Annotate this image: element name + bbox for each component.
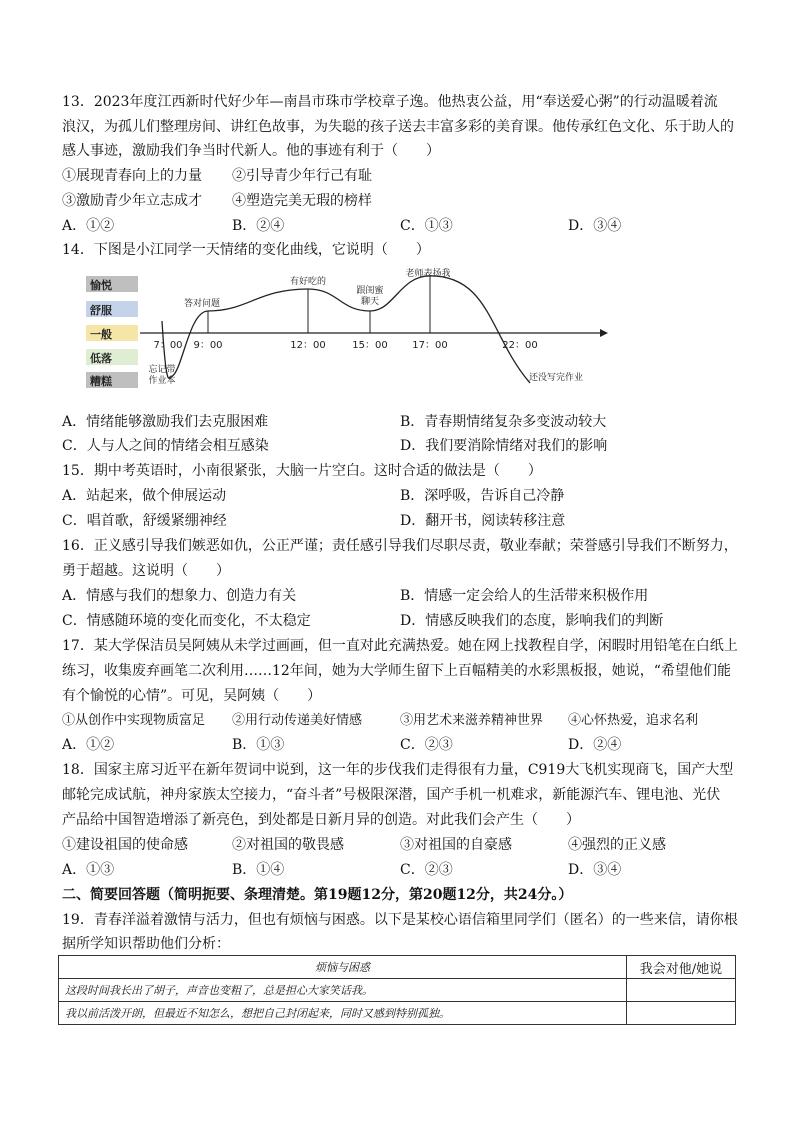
q13-choice-b: B．②④ xyxy=(232,218,285,234)
q13-stem-line1: 13．2023年度江西新时代好少年—南昌市珠市学校章子逸。他热衷公益，用“奉送爱心粥”的行动温暖着流 xyxy=(62,94,718,110)
q18-stem-line2: 邮轮完成试航，神舟家族太空接力，“奋斗者”号极限深潜，国产手机一机难求，新能源汽车、锂电池、光伏 xyxy=(62,787,721,803)
q16-choice-b: B．情感一定会给人的生活带来积极作用 xyxy=(400,588,649,604)
q17-item-1: ①从创作中实现物质富足 xyxy=(62,713,206,728)
event-label: 老师表扬我 xyxy=(405,269,451,279)
table-cell-concern: 我以前活泼开朗，但最近不知怎么，想把自己封闭起来，同时又感到特别孤独。 xyxy=(59,1002,627,1025)
q13-item-2: ②引导青少年行己有耻 xyxy=(232,168,372,184)
q13-item-1: ①展现青春向上的力量 xyxy=(62,168,202,184)
section2-title: 二、简要回答题（简明扼要、条理清楚。第19题12分，第20题12分，共24分。） xyxy=(62,887,573,903)
q18-choice-d: D．③④ xyxy=(568,862,622,878)
q18-item-1: ①建设祖国的使命感 xyxy=(62,837,188,853)
q15-choice-d: D．翻开书，阅读转移注意 xyxy=(400,513,566,529)
q15-choice-b: B．深呼吸，告诉自己冷静 xyxy=(400,488,565,504)
q13-choice-c: C．①③ xyxy=(400,218,453,234)
table-cell-reply[interactable] xyxy=(627,979,736,1002)
q18-item-3: ③对祖国的自豪感 xyxy=(400,837,512,853)
q13-choice-a: A．①② xyxy=(62,218,115,234)
q17-choice-d: D．②④ xyxy=(568,737,622,753)
mood-curve xyxy=(162,276,530,383)
q17-stem-line1: 17．某大学保洁员吴阿姨从未学过画画，但一直对此充满热爱。她在网上找教程自学，闲暇时用铅笔在白纸上 xyxy=(62,638,738,654)
level-text: 低落 xyxy=(90,352,112,365)
q15-stem: 15．期中考英语时，小南很紧张，大脑一片空白。这时合适的做法是（ ） xyxy=(62,463,542,479)
q16-choice-d: D．情感反映我们的态度，影响我们的判断 xyxy=(400,613,664,629)
x-axis-arrow xyxy=(600,329,608,337)
q13-item-3: ③激励青少年立志成才 xyxy=(62,193,202,209)
event-label: 跟闺蜜聊天 xyxy=(356,286,384,307)
table-header-concern: 烦恼与困惑 xyxy=(59,956,627,979)
level-label xyxy=(86,301,138,317)
q17-item-2: ②用行动传递美好情感 xyxy=(232,713,363,728)
level-text: 一般 xyxy=(90,328,112,341)
q13-stem-line3: 感人事迹，激励我们争当时代新人。他的事迹有利于（ ） xyxy=(62,143,440,159)
q15-choice-a: A．站起来，做个伸展运动 xyxy=(62,488,227,504)
table-cell-concern: 这段时间我长出了胡子，声音也变粗了，总是担心大家笑话我。 xyxy=(59,979,627,1002)
level-text: 愉悦 xyxy=(90,279,112,292)
q17-stem-line2: 练习，收集废弃画笔二次利用……12年间，她为大学师生留下上百幅精美的水彩黑板报，她说，“希望他们能 xyxy=(62,663,731,679)
q17-choice-a: A．①② xyxy=(62,737,115,753)
level-text: 舒服 xyxy=(90,304,112,317)
q14-choice-b: B．青春期情绪复杂多变波动较大 xyxy=(400,414,607,430)
time-tick-label: 7：00 xyxy=(153,340,183,351)
level-text: 糟糕 xyxy=(90,375,112,388)
q16-choice-c: C．情感随环境的变化而变化，不太稳定 xyxy=(62,613,311,629)
event-label: 忘记带作业本 xyxy=(148,365,176,386)
q17-item-4: ④心怀热爱，追求名利 xyxy=(568,713,699,728)
time-tick-label: 22：00 xyxy=(502,340,538,351)
q14-choice-a: A．情绪能够激励我们去克服困难 xyxy=(62,414,269,430)
q18-stem-line3: 产品给中国智造增添了新亮色，到处都是日新月异的创造。对此我们会产生（ ） xyxy=(62,812,580,828)
q13-stem-line2: 浪汉，为孤儿们整理房间、讲红色故事，为失聪的孩子送去丰富多彩的美育课。他传承红色文化、乐于助人的 xyxy=(62,119,734,135)
level-label xyxy=(86,325,138,341)
table-row xyxy=(59,1002,736,1025)
q17-item-3: ③用艺术来滋养精神世界 xyxy=(400,713,544,728)
q16-stem-line1: 16．正义感引导我们嫉恶如仇，公正严谨；责任感引导我们尽职尽责，敬业奉献；荣誉感引导我们不断努力， xyxy=(62,538,738,554)
q18-choice-a: A．①③ xyxy=(62,862,115,878)
q17-stem-line3: 有个愉悦的心情”。可见，吴阿姨（ ） xyxy=(62,688,322,704)
q18-item-2: ②对祖国的敬畏感 xyxy=(232,837,344,853)
table-header-reply: 我会对他/她说 xyxy=(627,956,736,979)
q16-stem-line2: 勇于超越。这说明（ ） xyxy=(62,563,230,579)
q19-stem-line2: 据所学知识帮助他们分析： xyxy=(62,936,230,952)
level-label xyxy=(86,276,138,292)
table-cell-reply[interactable] xyxy=(627,1002,736,1025)
q19-table xyxy=(58,955,736,1025)
event-label: 有好吃的 xyxy=(289,277,327,287)
event-label: 还没写完作业 xyxy=(528,373,584,383)
table-row xyxy=(59,979,736,1002)
q18-item-4: ④强烈的正义感 xyxy=(568,837,666,853)
level-label xyxy=(86,349,138,365)
event-label: 答对问题 xyxy=(183,299,221,309)
table-header-row xyxy=(59,956,736,979)
q16-choice-a: A．情感与我们的想象力、创造力有关 xyxy=(62,588,297,604)
q13-item-4: ④塑造完美无瑕的榜样 xyxy=(232,193,372,209)
q17-choice-c: C．②③ xyxy=(400,737,453,753)
q18-choice-c: C．②③ xyxy=(400,862,453,878)
q18-stem-line1: 18．国家主席习近平在新年贺词中说到，这一年的步伐我们走得很有力量，C919大飞机实现商飞，国产大型 xyxy=(62,762,734,778)
time-tick-label: 12：00 xyxy=(290,340,326,351)
q19-stem-line1: 19．青春洋溢着激情与活力，但也有烦恼与困惑。以下是某校心语信箱里同学们（匿名）的一些来信，请你根 xyxy=(62,912,738,928)
q14-choice-d: D．我们要消除情绪对我们的影响 xyxy=(400,438,608,454)
time-tick-label: 17：00 xyxy=(412,340,448,351)
time-tick-label: 9：00 xyxy=(193,340,223,351)
q14-choice-c: C．人与人之间的情绪会相互感染 xyxy=(62,438,269,454)
time-tick-label: 15：00 xyxy=(352,340,388,351)
level-label xyxy=(86,372,138,388)
q18-choice-b: B．①④ xyxy=(232,862,285,878)
q13-choice-d: D．③④ xyxy=(568,218,622,234)
q14-stem: 14．下图是小江同学一天情绪的变化曲线，它说明（ ） xyxy=(62,242,430,258)
mood-chart xyxy=(80,268,620,396)
q15-choice-c: C．唱首歌，舒缓紧绷神经 xyxy=(62,513,227,529)
q17-choice-b: B．①③ xyxy=(232,737,285,753)
